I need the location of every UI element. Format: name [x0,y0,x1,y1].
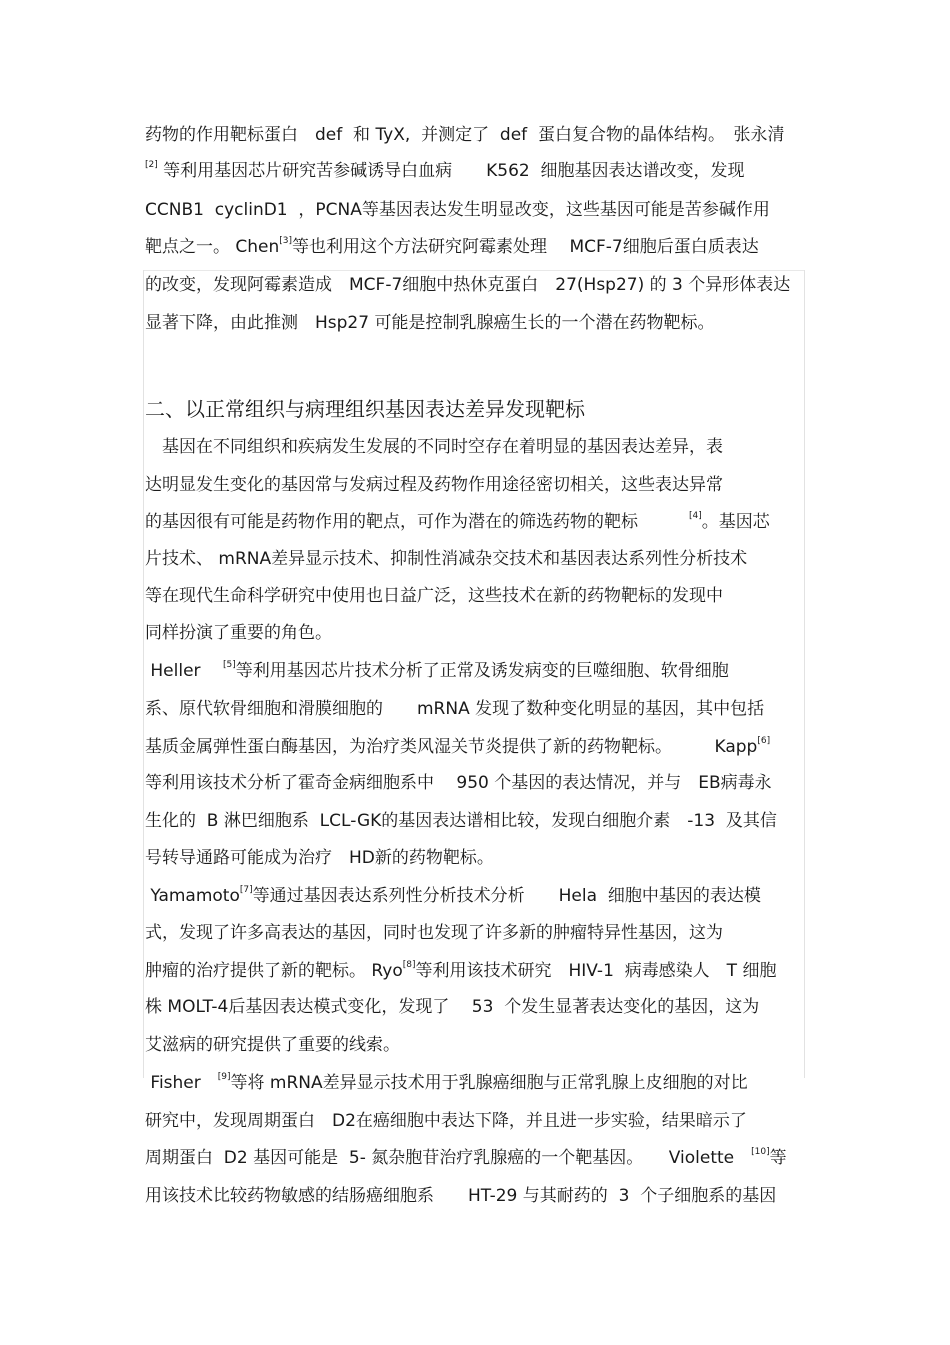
text-line [145,1073,748,1093]
citation-ref: [5] [222,660,236,670]
line-text: 研究中，发现周期蛋白 D2在癌细胞中表达下降，并且进一步实验，结果暗示了 [145,1111,747,1131]
line-text: 基因在不同组织和疾病发生发展的不同时空存在着明显的基因表达差异，表 [145,437,723,457]
frame-top-border [143,270,805,271]
line-text: 达明显发生变化的基因常与发病过程及药物作用途径密切相关，这些表达异常 [145,475,723,495]
text-line [145,848,494,868]
citation-ref: [2] [145,160,158,170]
citation-ref: [9] [217,1072,231,1082]
text-line [145,811,777,831]
line-text: 等在现代生命科学研究中使用也日益广泛，这些技术在新的药物靶标的发现中 [145,586,723,606]
line-text: 的改变，发现阿霉素造成 MCF-7细胞中热休克蛋白 27(Hsp27) 的 3 个异形体表达 [145,275,791,295]
line-text: 等将 mRNA差异显示技术用于乳腺癌细胞与正常乳腺上皮细胞的对比 [230,1073,748,1093]
line-text: 等利用该技术分析了霍奇金病细胞系中 950 个基因的表达情况，并与 EB病毒永 [145,773,772,793]
frame-left-border [143,270,144,1078]
line-text: 艾滋病的研究提供了重要的线索。 [145,1035,400,1055]
text-line [145,437,723,457]
line-text: 等利用该技术研究 HIV-1 病毒感染人 T 细胞 [415,961,777,981]
text-line [145,313,714,333]
line-text: 等通过基因表达系列性分析技术分析 Hela 细胞中基因的表达模 [252,886,761,906]
line-text: 周期蛋白 D2 基因可能是 5- 氮杂胞苷治疗乳腺癌的一个靶基因。 Violette [145,1148,752,1168]
text-line [145,699,764,719]
citation-ref: [7] [239,885,253,895]
text-line [145,475,723,495]
citation-ref: [8] [402,960,416,970]
line-text: 药物的作用靶标蛋白 def 和 TyX, 并测定了 def 蛋白复合物的晶体结构。 张永清 [145,125,785,145]
text-line [145,161,745,181]
line-text: 系、原代软骨细胞和滑膜细胞的 mRNA 发现了数种变化明显的基因，其中包括 [145,699,765,719]
line-text: 号转导通路可能成为治疗 HD新的药物靶标。 [145,848,494,868]
line-text: CCNB1 cyclinD1 ，PCNA等基因表达发生明显改变，这些基因可能是苦参碱作用 [145,200,770,220]
text-line [145,923,723,943]
text-line [145,661,729,681]
line-text: 肿瘤的治疗提供了新的靶标。 Ryo [145,961,403,981]
text-line [145,737,770,757]
text-line [145,623,332,643]
section-heading: 二、以正常组织与病理组织基因表达差异发现靶标 [145,397,585,421]
line-text: Yamamoto [145,886,240,906]
line-text: 株 MOLT-4后基因表达模式变化，发现了 53 个发生显著表达变化的基因，这为 [145,997,760,1017]
text-line [145,586,723,606]
text-line [145,773,772,793]
text-line [145,1111,747,1131]
line-text: 的基因很有可能是药物作用的靶点，可作为潜在的筛选药物的靶标 [145,512,689,532]
text-line [145,549,747,569]
citation-ref: [10] [751,1147,770,1157]
text-line [145,1035,400,1055]
line-text: 等利用基因芯片技术分析了正常及诱发病变的巨噬细胞、软骨细胞 [235,661,729,681]
line-text: 片技术、 mRNA差异显示技术、抑制性消减杂交技术和基因表达系列性分析技术 [145,549,748,569]
line-text: 生化的 B 淋巴细胞系 LCL-GK的基因表达谱相比较，发现白细胞介素 -13 及其信 [145,811,777,831]
text-line [145,237,759,257]
text-line [145,1186,776,1206]
line-text: 显著下降，由此推测 Hsp27 可能是控制乳腺癌生长的一个潜在药物靶标。 [145,313,715,333]
line-text: 基质金属弹性蛋白酶基因，为治疗类风湿关节炎提供了新的药物靶标。 Kapp [145,737,758,757]
line-text: 靶点之一。 Chen [145,237,280,257]
frame-right-border [804,270,805,1078]
text-line [145,961,776,981]
line-text: 式，发现了许多高表达的基因，同时也发现了许多新的肿瘤特异性基因，这为 [145,923,723,943]
line-text: Fisher [145,1073,218,1093]
line-text: Heller [145,661,223,681]
text-line [145,125,784,145]
citation-ref: [4] [689,511,702,521]
text-line [145,997,759,1017]
text-line [145,275,790,295]
text-line [145,200,770,220]
text-line [145,1148,787,1168]
line-text: 等利用基因芯片研究苦参碱诱导白血病 K562 细胞基因表达谱改变，发现 [157,161,745,181]
line-text: 用该技术比较药物敏感的结肠癌细胞系 HT-29 与其耐药的 3 个子细胞系的基因 [145,1186,777,1206]
text-line [145,512,770,532]
line-text: 等也利用这个方法研究阿霉素处理 MCF-7细胞后蛋白质表达 [292,237,759,257]
line-text: 。基因芯 [701,512,770,532]
line-text: 同样扮演了重要的角色。 [145,623,332,643]
citation-ref: [6] [757,736,771,746]
line-text: 等 [769,1148,787,1168]
text-line [145,886,761,906]
citation-ref: [3] [279,236,293,246]
